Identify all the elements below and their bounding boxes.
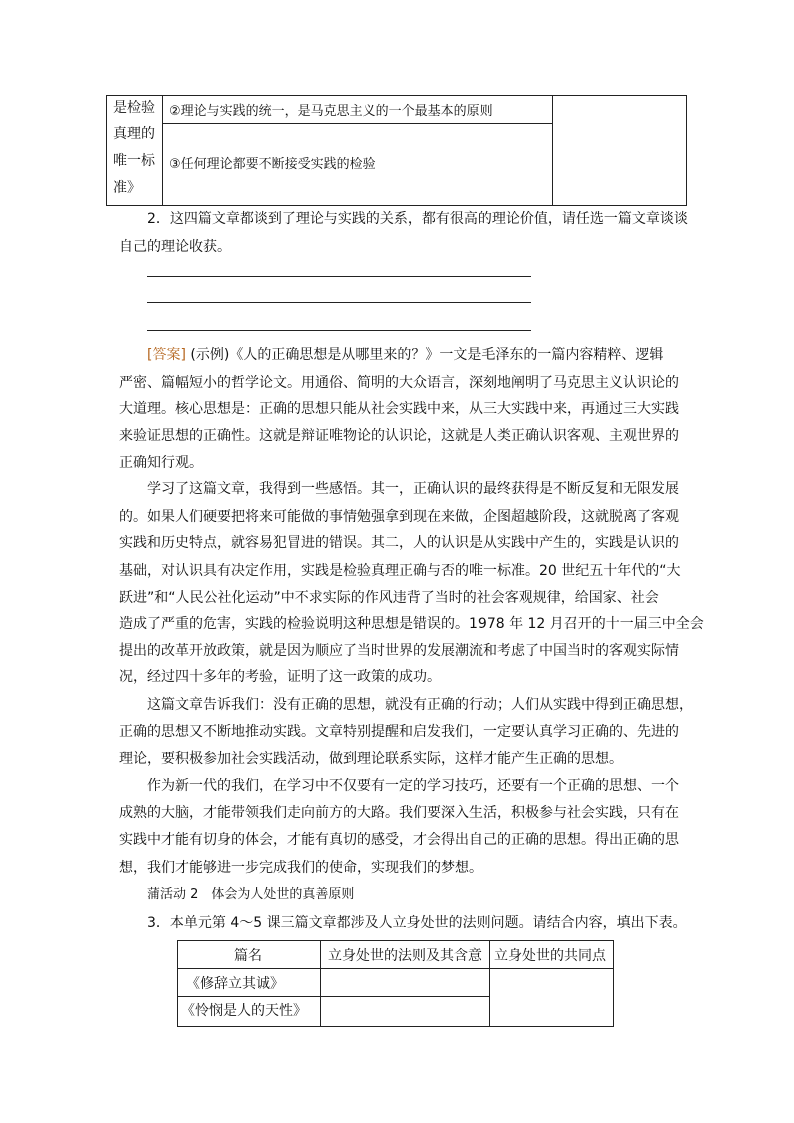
table-header-principle: 立身处世的法则及其含意 (328, 948, 482, 964)
answer-line: 理论，要积极参加社会实践活动，做到理论联系实际，这样才能产生正确的思想。 (119, 751, 623, 767)
title-line-3: 唯一标 (113, 153, 155, 169)
answer-line: 提出的改革开放政策，就是因为顺应了当时世界的发展潮流和考虑了中国当时的客观实际情 (119, 643, 679, 659)
answer-line: [答案] (示例)《人的正确思想是从哪里来的？》一文是毛泽东的一篇内容精粹、逻辑 (147, 347, 664, 363)
answer-tag: [答案] (147, 347, 186, 363)
table-cell-text: ③任何理论都要不断接受实践的检验 (169, 157, 376, 172)
title-line-4: 准》 (113, 180, 141, 196)
answer-line: 的。如果人们硬要把将来可能做的事情勉强拿到现在来做，企图超越阶段，这就脱离了客观 (119, 509, 679, 525)
top-table (106, 95, 687, 206)
answer-blank-line (147, 302, 531, 303)
answer-line: 想，我们才能够进一步完成我们的使命，实现我们的梦想。 (119, 860, 483, 876)
answer-line: 正确的思想又不断地推动实践。文章特别提醒和启发我们，一定要认真学习正确的、先进的 (119, 724, 679, 740)
answer-line: 成熟的大脑，才能带领我们走向前方的大路。我们要深入生活，积极参与社会实践，只有在 (119, 805, 679, 821)
table-divider (178, 996, 489, 997)
answer-line: 来验证思想的正确性。这就是辩证唯物论的认识论，这就是人类正确认识客观、主观世界的 (119, 428, 679, 444)
answer-blank-line (147, 276, 531, 277)
answer-line: 况，经过四十多年的考验，证明了这一政策的成功。 (119, 669, 441, 685)
answer-line: 学习了这篇文章，我得到一些感悟。其一，正确认识的最终获得是不断反复和无限发展 (147, 481, 679, 497)
bottom-table (177, 940, 614, 1027)
table-row-title: 《修辞立其诚》 (186, 976, 284, 992)
answer-line: 基础，对认识具有决定作用，实践是检验真理正确与否的唯一标准。20 世纪五十年代的“大 (119, 563, 681, 579)
answer-line: 正确知行观。 (119, 455, 203, 471)
table-header-title: 篇名 (234, 948, 262, 964)
answer-line: 这篇文章告诉我们：没有正确的思想，就没有正确的行动；人们从实践中得到正确思想， (147, 697, 693, 713)
table-content-cell (163, 96, 553, 205)
title-line-1: 是检验 (113, 100, 155, 116)
answer-line: 作为新一代的我们，在学习中不仅要有一定的学习技巧，还要有一个正确的思想、一个 (147, 778, 679, 794)
answer-line: 实践中才能有切身的体会，才能有真切的感受，才会得出自己的正确的思想。得出正确的思 (119, 832, 679, 848)
table-row (163, 96, 552, 124)
title-line-2: 真理的 (113, 126, 155, 142)
answer-line: 严密、篇幅短小的哲学论文。用通俗、简明的大众语言，深刻地阐明了马克思主义认识论的 (119, 375, 679, 391)
question-3: 3．本单元第 4～5 课三篇文章都涉及人立身处世的法则问题。请结合内容，填出下表。 (147, 915, 687, 931)
table-divider (178, 968, 613, 969)
question-2-line-2: 自己的理论收获。 (119, 239, 231, 255)
table-row-title: 《怜悯是人的天性》 (181, 1003, 307, 1019)
answer-blank-line (147, 330, 531, 331)
answer-line: 大道理。核心思想是：正确的思想只能从社会实践中来，从三大实践中来，再通过三大实践 (119, 401, 679, 417)
table-divider (320, 941, 321, 1026)
answer-line: 实践和历史特点，就容易犯冒进的错误。其二，人的认识是从实践中产生的，实践是认识的 (119, 535, 679, 551)
table-header-common: 立身处世的共同点 (494, 948, 606, 964)
table-title-cell (107, 96, 163, 205)
table-cell-text: ②理论与实践的统一，是马克思主义的一个最基本的原则 (169, 104, 493, 119)
activity-2-heading: 蒲活动 2 体会为人处世的真善原则 (147, 887, 355, 902)
question-2-line-1: 2．这四篇文章都谈到了理论与实践的关系，都有很高的理论价值，请任选一篇文章谈谈 (147, 211, 688, 227)
activity-icon: 蒲 (147, 887, 161, 902)
answer-line: 跃进”和“人民公社化运动”中不求实际的作风违背了当时的社会客观规律，给国家、社会 (119, 590, 659, 606)
table-divider (489, 941, 490, 1026)
answer-line: 造成了严重的危害，实践的检验说明这种思想是错误的。1978 年 12 月召开的十一届三中全会 (119, 616, 704, 632)
